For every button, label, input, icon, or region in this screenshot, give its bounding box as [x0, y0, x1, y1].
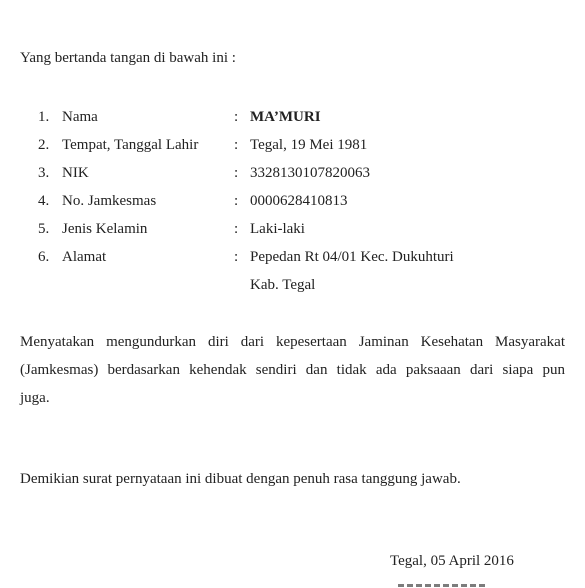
field-label: Tempat, Tanggal Lahir — [62, 137, 199, 153]
field-number: 6. — [38, 249, 50, 265]
statement-line: Menyatakan mengundurkan diri dari kepesertaan Jaminan Kesehatan Masyarakat — [20, 334, 565, 350]
field-number: 5. — [38, 221, 50, 237]
field-colon: : — [234, 165, 239, 181]
field-colon: : — [234, 137, 239, 153]
field-number: 3. — [38, 165, 50, 181]
field-label: Nama — [62, 109, 98, 125]
field-label: NIK — [62, 165, 89, 181]
field-value-birth: Tegal, 19 Mei 1981 — [250, 137, 368, 153]
field-row-address — [38, 247, 578, 293]
field-number: 1. — [38, 109, 50, 125]
field-number: 4. — [38, 193, 50, 209]
closing-sentence: Demikian surat pernyataan ini dibuat dengan penuh rasa tanggung jawab. — [20, 471, 461, 487]
field-label: No. Jamkesmas — [62, 193, 157, 209]
identity-fields — [38, 107, 578, 293]
field-row-name — [38, 107, 578, 135]
place-date: Tegal, 05 April 2016 — [390, 553, 514, 569]
field-row-gender — [38, 219, 578, 247]
field-colon: : — [234, 109, 239, 125]
field-value-jamkesmas: 0000628410813 — [250, 193, 348, 209]
intro-text: Yang bertanda tangan di bawah ini : — [20, 50, 236, 66]
field-colon: : — [234, 221, 239, 237]
field-value-gender: Laki-laki — [250, 221, 305, 237]
cut-off-text-fragment — [398, 578, 488, 588]
statement-line: juga. — [20, 390, 50, 406]
field-row-birth — [38, 135, 578, 163]
field-value-address: Pepedan Rt 04/01 Kec. Dukuhturi — [250, 249, 454, 265]
field-value-name: MA’MURI — [250, 109, 321, 125]
field-value-address-line2: Kab. Tegal — [250, 277, 316, 293]
field-row-nik — [38, 163, 578, 191]
field-row-jamkesmas — [38, 191, 578, 219]
field-label: Jenis Kelamin — [62, 221, 148, 237]
field-number: 2. — [38, 137, 50, 153]
field-colon: : — [234, 249, 239, 265]
field-value-nik: 3328130107820063 — [250, 165, 370, 181]
statement-line: (Jamkesmas) berdasarkan kehendak sendiri dan tidak ada paksaaan dari siapa pun — [20, 362, 565, 378]
field-colon: : — [234, 193, 239, 209]
statement-paragraph — [20, 328, 565, 412]
field-label: Alamat — [62, 249, 107, 265]
